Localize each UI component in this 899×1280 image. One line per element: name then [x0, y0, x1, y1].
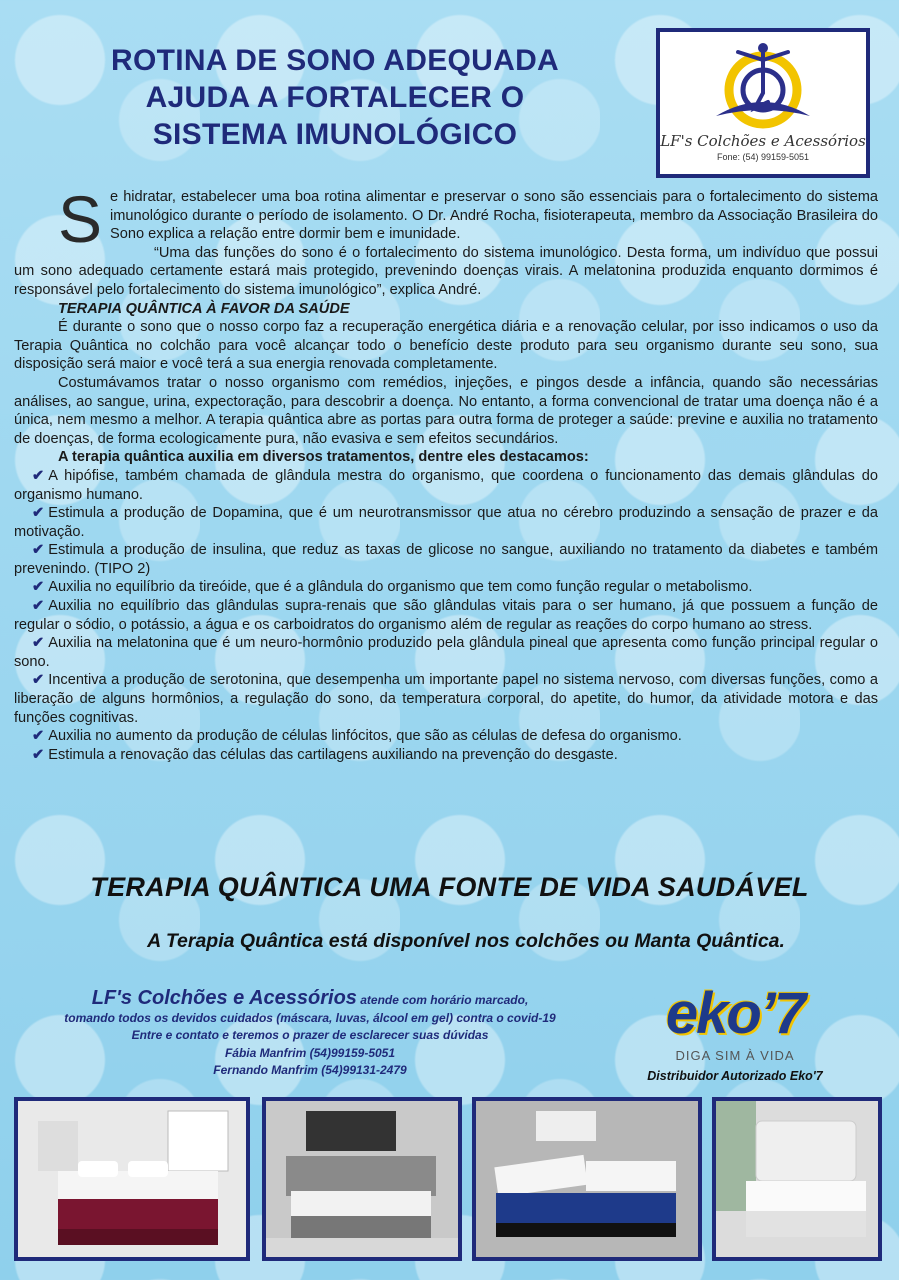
availability-note: A Terapia Quântica está disponível nos colchões ou Manta Quântica.	[147, 930, 785, 952]
paragraph-intro	[14, 182, 878, 256]
company-logo	[656, 28, 870, 178]
list-item	[14, 504, 878, 541]
check-icon: ✔	[32, 579, 45, 596]
list-item-text: Estimula a produção de Dopamina, que é um neurotransmissor que atua no cérebro produzindo a sensação de prazer e da motivação.	[14, 505, 878, 540]
slogan: TERAPIA QUÂNTICA UMA FONTE DE VIDA SAUDÁVEL	[90, 872, 809, 902]
bed-gray-headboard-photo	[262, 1097, 462, 1261]
check-icon: ✔	[32, 746, 45, 763]
logo-phone: Fone: (54) 99159-5051	[716, 152, 810, 162]
list-item-text: Estimula a renovação das células das cartilagens auxiliando na prevenção do desgaste.	[48, 746, 618, 763]
contact-brand: LF's Colchões e Acessórios	[91, 987, 357, 1009]
title-line-2: AJUDA A FORTALECER O	[145, 81, 525, 114]
contact-line-3: Entre e contato e teremos o prazer de esclarecer suas dúvidas	[131, 1028, 489, 1042]
list-item	[14, 597, 878, 634]
title-line-1: ROTINA DE SONO ADEQUADA	[110, 44, 560, 77]
contact-line-1	[30, 987, 590, 1010]
check-icon: ✔	[32, 728, 45, 745]
section-subhead: TERAPIA QUÂNTICA À FAVOR DA SAÚDE	[58, 300, 350, 317]
paragraph-sleep: É durante o sono que o nosso corpo faz a recuperação energética diária e a renovação celular, por isso indicamos o uso da Terapia Quântica no colchão para você alcançar todo o benefício deste produto para seu organismo durante seu sono, sua disposição será maior e você terá a sua energia renovada completamente.	[14, 319, 878, 373]
paragraph-quote: “Uma das funções do sono é o fortalecimento do sistema imunológico. Desta forma, um indivíduo que possui um sono adequado certamente estará mais protegido, prevenindo doenças virais. A melatonina produzida enquanto dormimos é responsável pelo fortalecimento do sistema imunológico”, explica André.	[14, 244, 878, 298]
bed-white-headboard-photo	[712, 1097, 882, 1261]
contact-block	[30, 987, 590, 1080]
list-item-text: Auxilia na melatonina que é um neuro-hormônio produzido pela glândula pineal que apresenta como função principal regular o sono.	[14, 635, 878, 670]
contact-line-1-suffix: atende com horário marcado,	[356, 993, 529, 1007]
page-title	[40, 42, 630, 153]
yoga-figure-icon	[708, 38, 818, 130]
paragraph-treatment: Costumávamos tratar o nosso organismo com remédios, injeções, e pingos desde a infância, quando são necessárias análises, ao sangue, urina, expectoração, para descobrir a doença. No entanto, a forma convencional de tratar uma doença não é a única, nem mesmo a melhor. A terapia quântica abre as portas para outra forma de proteger a saúde: previne e auxilia no tratamento de doenças, de forma ecologicamente pura, não evasiva e sem efeitos secundários.	[14, 374, 878, 447]
list-item	[14, 671, 878, 727]
contact-phone-fabia: Fábia Manfrim (54)99159-5051	[224, 1045, 396, 1060]
contact-phone-fernando: Fernando Manfrim (54)99131-2479	[213, 1063, 407, 1077]
check-icon: ✔	[32, 598, 45, 615]
bed-split-adjustable-photo	[472, 1097, 702, 1261]
list-item	[14, 541, 878, 578]
contact-line-2: tomando todos os devidos cuidados (máscara, luvas, álcool em gel) contra o covid-19	[64, 1010, 556, 1025]
check-icon: ✔	[32, 635, 45, 652]
photo-strip	[14, 1097, 882, 1261]
check-icon: ✔	[32, 672, 45, 689]
list-item	[14, 467, 878, 504]
eko7-tagline: DIGA SIM À VIDA	[675, 1048, 795, 1063]
eko7-brand	[632, 982, 838, 1083]
list-item-text: Incentiva a produção de serotonina, que desempenha um importante papel no sistema nervoso, com diversas funções, como a liberação de alguns hormônios, a regulação do sono, da temperatura corporal, do apetite, do humor, da atividade motora e das funções cognitivas.	[14, 672, 878, 726]
eko7-distributor: Distribuidor Autorizado Eko'7	[647, 1069, 823, 1083]
list-item-text: Auxilia no aumento da produção de células linfócitos, que são as células de defesa do organismo.	[48, 728, 682, 745]
article-body	[14, 182, 878, 764]
check-icon: ✔	[32, 505, 45, 522]
title-line-3: SISTEMA IMUNOLÓGICO	[152, 118, 518, 151]
check-icon: ✔	[32, 467, 45, 484]
bed-red-photo	[14, 1097, 250, 1261]
logo-company-name: LF's Colchões e Acessórios	[660, 132, 866, 150]
list-item-text: Auxilia no equilíbrio da tireóide, que é a glândula do organismo que tem como função regular o metabolismo.	[48, 579, 753, 596]
list-item-text: A hipófise, também chamada de glândula mestra do organismo, que coordena o funcionamento das demais glândulas do organismo humano.	[14, 467, 878, 503]
eko7-logo: eko’7	[665, 981, 805, 1046]
check-icon: ✔	[32, 542, 45, 559]
list-item	[14, 578, 878, 597]
list-item	[14, 727, 878, 746]
list-item	[14, 746, 878, 765]
list-item	[14, 634, 878, 671]
drop-cap: S	[58, 182, 103, 256]
list-item-text: Estimula a produção de insulina, que reduz as taxas de glicose no sangue, auxiliando no tratamento da diabetes e também prevenindo. (TIPO 2)	[14, 542, 878, 577]
list-intro: A terapia quântica auxilia em diversos tratamentos, dentre eles destacamos:	[58, 449, 589, 466]
list-item-text: Auxilia no equilíbrio das glândulas supra-renais que são glândulas vitais para o ser humano, já que possuem a função de regular o sódio, o potássio, a água e os carboidratos do organismo além de regular as reações do corpo humano ao stress.	[14, 598, 878, 633]
paragraph-intro-text: e hidratar, estabelecer uma boa rotina alimentar e preservar o sono são essenciais para o fortalecimento do sistema imunológico durante o período de isolamento. O Dr. André Rocha, fisioterapeuta, membro da Associação Brasileira do Sono explica a relação entre dormir bem e imunidade.	[110, 189, 878, 243]
